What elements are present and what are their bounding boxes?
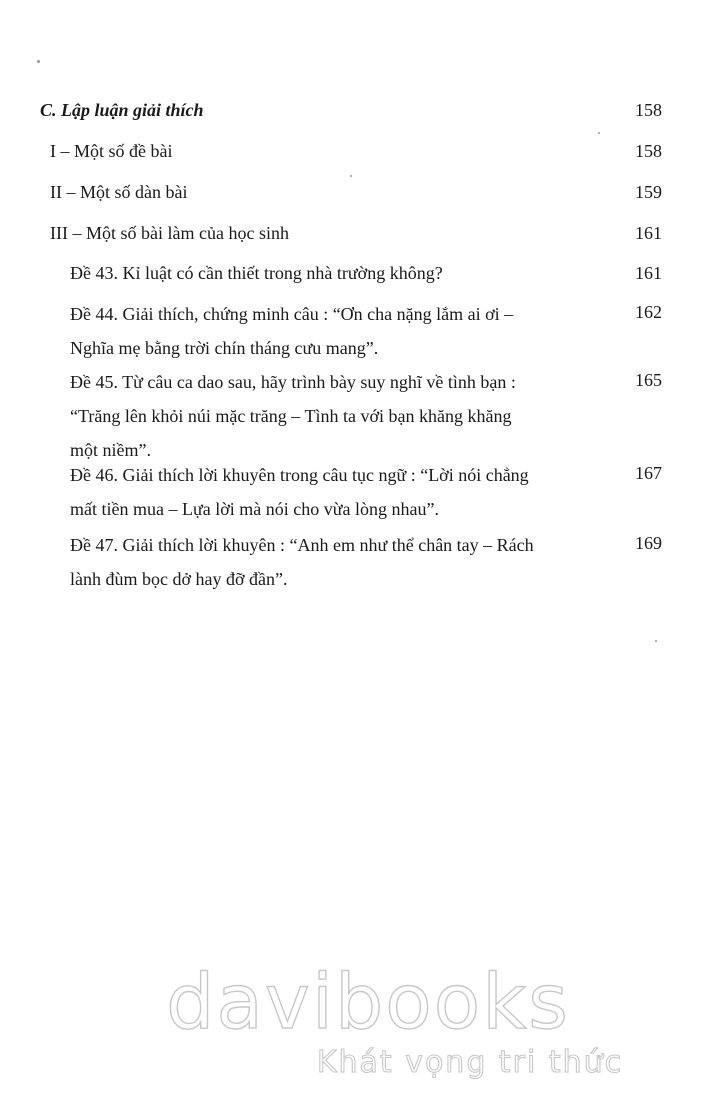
watermark-brand: davibooks [166,957,570,1046]
subsection-dan-bai-page: 159 [635,182,662,202]
entry-de-45-line-2: “Trăng lên khỏi núi mặc trăng – Tình ta với bạn khăng khăng [70,406,512,426]
watermark-logo [158,957,624,1080]
scan-speck [350,175,352,177]
entry-de-46 [70,458,592,526]
scan-speck [655,640,657,642]
entry-de-46-line-1: Đề 46. Giải thích lời khuyên trong câu tục ngữ : “Lời nói chẳng [70,465,529,485]
subsection-dan-bai: II – Một số dàn bài [50,182,188,202]
entry-de-44-page: 162 [635,302,662,322]
davibooks-watermark [158,957,624,1080]
scan-speck [37,60,40,63]
entry-de-47-line-1: Đề 47. Giải thích lời khuyên : “Anh em như thể chân tay – Rách [70,535,534,555]
section-page-number: 158 [635,100,662,120]
entry-de-45-line-1: Đề 45. Từ câu ca dao sau, hãy trình bày suy nghĩ về tình bạn : [70,372,516,392]
subsection-bai-lam-page: 161 [635,223,662,243]
entry-de-45-page: 165 [635,370,662,390]
watermark-slogan: Khát vọng tri thức [316,1045,624,1080]
subsection-bai-lam: III – Một số bài làm của học sinh [50,223,289,243]
entry-de-46-page: 167 [635,463,662,483]
entry-de-47-line-2: lành đùm bọc dở hay đỡ đần”. [70,569,288,589]
entry-de-45-line-3: một niềm”. [70,440,151,460]
entry-de-44 [70,297,592,365]
entry-de-44-line-2: Nghĩa mẹ bằng trời chín tháng cưu mang”. [70,338,379,358]
entry-de-44-line-1: Đề 44. Giải thích, chứng minh câu : “Ơn cha nặng lắm ai ơi – [70,304,514,324]
section-title: C. Lập luận giải thích [40,100,204,120]
scan-speck [598,132,600,134]
entry-de-43-page: 161 [635,263,662,283]
entry-de-43: Đề 43. Kỉ luật có cần thiết trong nhà trường không? [70,263,443,283]
subsection-de-bai-page: 158 [635,141,662,161]
entry-de-47 [70,528,592,596]
entry-de-46-line-2: mất tiền mua – Lựa lời mà nói cho vừa lòng nhau”. [70,499,439,519]
subsection-de-bai: I – Một số đề bài [50,141,173,161]
entry-de-45 [70,365,592,467]
entry-de-47-page: 169 [635,533,662,553]
